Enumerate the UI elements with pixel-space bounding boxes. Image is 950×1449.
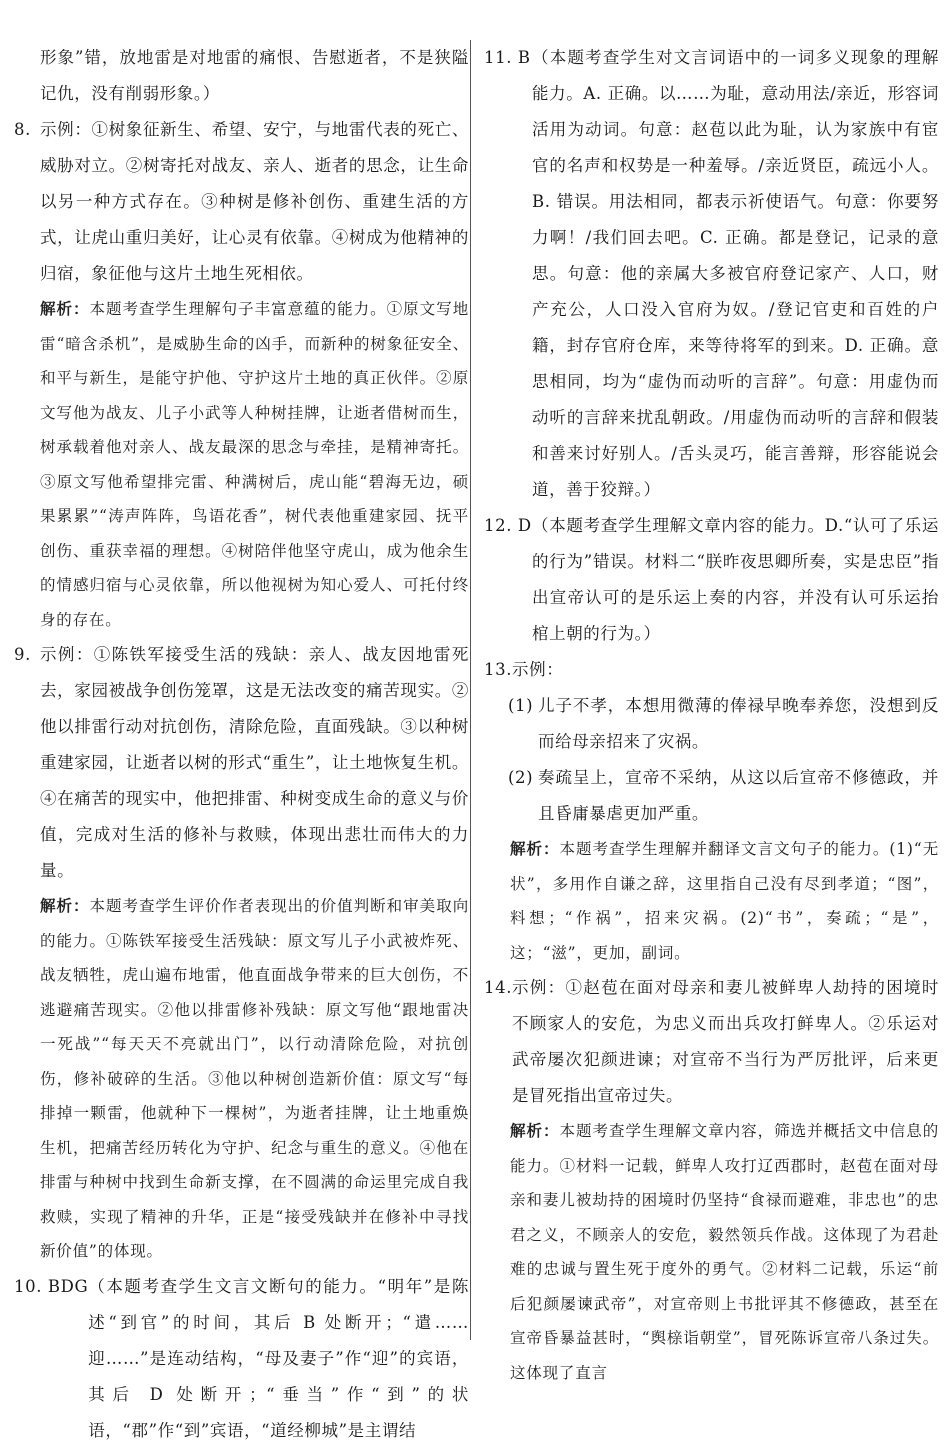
q13-answer	[484, 652, 939, 688]
q13-analysis-label: 解析：	[510, 839, 560, 858]
q13-item-1-text: 儿子不孝，本想用微薄的俸禄早晚奉养您，没想到反而给母亲招来了灾祸。	[538, 696, 939, 751]
q9-analysis	[14, 889, 469, 1269]
q8-analysis-label: 解析：	[40, 299, 90, 318]
q8-analysis	[14, 292, 469, 637]
q11-answer-text: （本题考查学生对文言词语中的一词多义现象的理解能力。A. 正确。以……为耻，意动用法/亲近，形容词活用为动词。句意：赵苞以此为耻，认为家族中有宦官的名声和权势是一种羞辱。/亲近贤臣，疏远小人。B. 错误。用法相同，都表示祈使语气。句意：你要努力啊！/我们回去吧。C. 正确。都是登记，记录的意思。句意：他的亲属大多被官府登记家产、人口，财产充公，人口没入官府为奴。/登记官吏和百姓的户籍，封存官府仓库，来等待将军的到来。D. 正确。意思相同，均为“虚伪而动听的言辞”。句意：用虚伪而动听的言辞来扰乱朝政。/用虚伪而动听的言辞和假装和善来讨好别人。/舌头灵巧，能言善辩，形容能说会道，善于狡辩。）	[532, 48, 939, 499]
q12-answer-text: （本题考查学生理解文章内容的能力。D.“认可了乐运的行为”错误。材料二“朕昨夜思卿所奏，实是忠臣”指出宣帝认可的是乐运上奏的内容，并没有认可乐运抬棺上朝的行为。）	[532, 516, 939, 643]
q9-number: 9.	[14, 645, 31, 664]
q14-answer-text: 示例：①赵苞在面对母亲和妻儿被鲜卑人劫持的困境时不顾家人的安危，为忠义而出兵攻打鲜卑人。②乐运对武帝屡次犯颜进谏；对宣帝不当行为严厉批评，后来更是冒死指出宣帝过失。	[512, 978, 939, 1105]
left-column	[14, 40, 469, 1440]
q13-analysis	[484, 832, 939, 970]
q13-item-1	[484, 688, 939, 760]
q9-analysis-text: 本题考查学生评价作者表现出的价值判断和审美取向的能力。①陈铁军接受生活残缺：原文写儿子小武被炸死、战友牺牲，虎山遍布地雷，他直面战争带来的巨大创伤，不逃避痛苦现实。②他以排雷修补残缺：原文写他“跟地雷决一死战”“每天天不亮就出门”，以行动清除危险，对抗创伤，修补破碎的生活。③他以种树创造新价值：原文写“每排掉一颗雷，他就种下一棵树”，为逝者挂牌，让土地重焕生机，把痛苦经历转化为守护、纪念与重生的意义。④他在排雷与种树中找到生命新支撑，在不圆满的命运里完成自我救赎，实现了精神的升华，正是“接受残缺并在修补中寻找新价值”的体现。	[40, 897, 469, 1260]
q13-item-2-text: 奏疏呈上，宣帝不采纳，从这以后宣帝不修德政，并且昏庸暴虐更加严重。	[538, 768, 939, 823]
q9-answer-text: 示例：①陈铁军接受生活的残缺：亲人、战友因地雷死去，家园被战争创伤笼罩，这是无法改变的痛苦现实。②他以排雷行动对抗创伤，清除危险，直面残缺。③以种树重建家园，让逝者以树的形式“重生”，让土地恢复生机。④在痛苦的现实中，他把排雷、种树变成生命的意义与价值，完成对生活的修补与救赎，体现出悲壮而伟大的力量。	[40, 645, 469, 880]
right-column	[484, 40, 939, 1382]
q13-analysis-text: 本题考查学生理解并翻译文言文句子的能力。(1)“无状”，多用作自谦之辞，这里指自己没有尽到孝道；“图”，料想；“作祸”，招来灾祸。(2)“书”，奏疏；“是”，这；“滋”，更加，副词。	[510, 840, 939, 962]
q13-item-1-label: (1)	[508, 696, 534, 715]
q14-number: 14.	[484, 978, 513, 997]
q12-number: 12. D	[484, 516, 532, 535]
q13-answer-text: 示例：	[512, 660, 564, 679]
q9-analysis-label: 解析：	[40, 896, 90, 915]
q13-item-2-label: (2)	[508, 768, 534, 787]
q8-answer-text: 示例：①树象征新生、希望、安宁，与地雷代表的死亡、威胁对立。②树寄托对战友、亲人、逝者的思念，让生命以另一种方式存在。③种树是修补创伤、重建生活的方式，让虎山重归美好，让心灵有依靠。④树成为他精神的归宿，象征他与这片土地生死相依。	[40, 120, 469, 283]
q13-item-2	[484, 760, 939, 832]
q13-number: 13.	[484, 660, 513, 679]
q8-number: 8.	[14, 120, 31, 139]
q11-number: 11. B	[484, 48, 531, 67]
q10-answer-text: （本题考查学生文言文断句的能力。“明年”是陈述“到官”的时间，其后 B 处断开；“遣……迎……”是连动结构，“母及妻子”作“迎”的宾语，其后 D 处断开；“垂当”作“到”的状语，“郡”作“到”宾语，“道经柳城”是主谓结	[88, 1276, 469, 1440]
q7-continuation	[14, 40, 469, 112]
q8-answer	[14, 112, 469, 292]
q11-answer	[484, 40, 939, 508]
q9-answer	[14, 637, 469, 889]
q14-analysis	[484, 1114, 939, 1390]
q10-number: 10. BDG	[14, 1276, 89, 1296]
q14-analysis-text: 本题考查学生理解文章内容，筛选并概括文中信息的能力。①材料一记载，鲜卑人攻打辽西郡时，赵苞在面对母亲和妻儿被劫持的困境时仍坚持“食禄而避难，非忠也”的忠君之义，不顾亲人的安危，毅然领兵作战。这体现了为君赴难的忠诚与置生死于度外的勇气。②材料二记载，乐运“前后犯颜屡谏武帝”，对宣帝则上书批评其不修德政，甚至在宣帝昏暴益甚时，“舆榇诣朝堂”，冒死陈诉宣帝八条过失。这体现了直言	[510, 1122, 939, 1382]
q10-answer	[14, 1269, 469, 1449]
q14-analysis-label: 解析：	[510, 1121, 560, 1140]
q12-answer	[484, 508, 939, 652]
q7-continuation-text: 形象”错，放地雷是对地雷的痛恨、告慰逝者，不是狭隘记仇，没有削弱形象。）	[40, 48, 469, 103]
q14-answer	[484, 970, 939, 1114]
column-divider	[470, 40, 471, 1340]
q8-analysis-text: 本题考查学生理解句子丰富意蕴的能力。①原文写地雷“暗含杀机”，是威胁生命的凶手，而新种的树象征安全、和平与新生，是能守护他、守护这片土地的真正伙伴。②原文写他为战友、儿子小武等人种树挂牌，让逝者借树而生，树承载着他对亲人、战友最深的思念与牵挂，是精神寄托。③原文写他希望排完雷、种满树后，虎山能“碧海无边，硕果累累”“涛声阵阵，鸟语花香”，树代表他重建家园、抚平创伤、重获幸福的理想。④树陪伴他坚守虎山，成为他余生的情感归宿与心灵依靠，所以他视树为知心爱人、可托付终身的存在。	[40, 300, 469, 629]
